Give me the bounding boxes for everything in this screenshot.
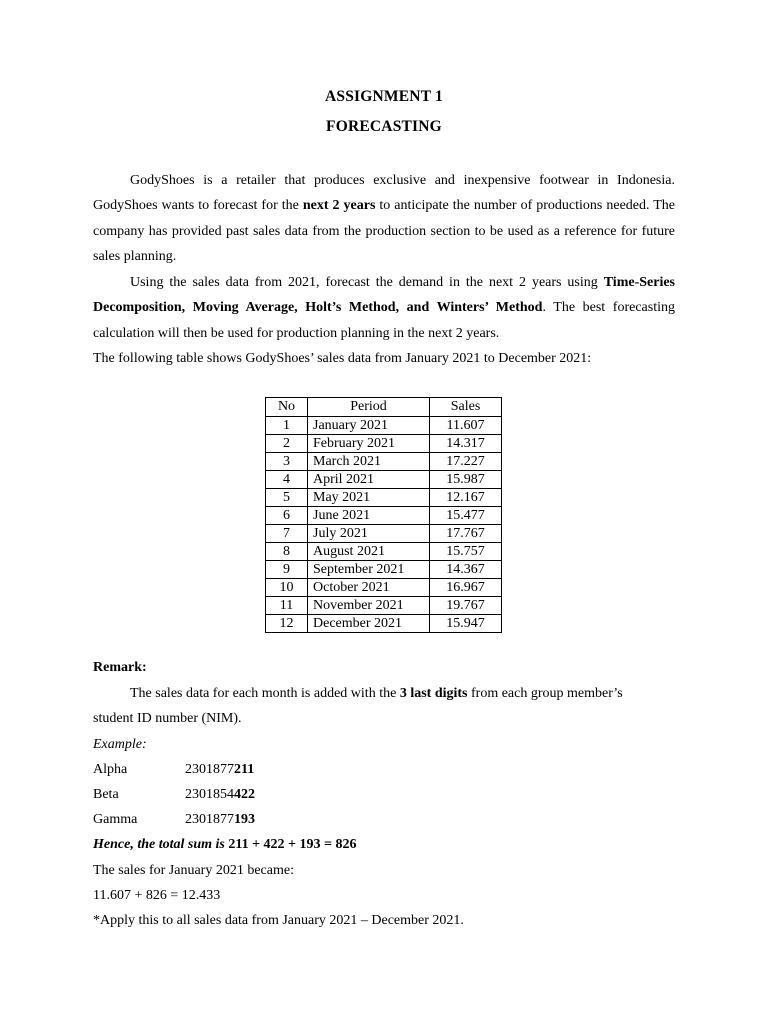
member-row xyxy=(93,787,293,803)
header-sales: Sales xyxy=(430,398,502,417)
january-result-line: The sales for January 2021 became: xyxy=(93,863,294,878)
table-row xyxy=(266,579,502,597)
cell-sales: 11.607 xyxy=(430,417,502,435)
cell-sales: 14.317 xyxy=(430,435,502,453)
cell-sales: 14.367 xyxy=(430,561,502,579)
cell-no: 7 xyxy=(266,525,308,543)
cell-no: 6 xyxy=(266,507,308,525)
intro-paragraph-1: GodyShoes is a retailer that produces exclusive and inexpensive footwear in Indonesia. GodyShoes wants to forecast for the next 2 years to anticipate the number of productions needed. The company has provided past sales data from the production section to be used as a reference for future sales planning. xyxy=(93,173,676,264)
cell-period: July 2021 xyxy=(308,525,430,543)
cell-no: 3 xyxy=(266,453,308,471)
table-row xyxy=(266,489,502,507)
cell-period: February 2021 xyxy=(308,435,430,453)
cell-no: 11 xyxy=(266,597,308,615)
table-row xyxy=(266,507,502,525)
table-row xyxy=(266,615,502,633)
table-row xyxy=(266,453,502,471)
cell-sales: 12.167 xyxy=(430,489,502,507)
member-row xyxy=(93,812,293,828)
header-period: Period xyxy=(308,398,430,417)
cell-no: 1 xyxy=(266,417,308,435)
table-header-row xyxy=(266,398,502,417)
example-label: Example: xyxy=(93,737,147,752)
cell-period: November 2021 xyxy=(308,597,430,615)
cell-period: April 2021 xyxy=(308,471,430,489)
assignment-subtitle: FORECASTING xyxy=(326,118,442,135)
intro-paragraph-3: The following table shows GodyShoes’ sales data from January 2021 to December 2021: xyxy=(93,351,592,366)
cell-no: 2 xyxy=(266,435,308,453)
table-row xyxy=(266,471,502,489)
cell-sales: 15.987 xyxy=(430,471,502,489)
total-sum-line: Hence, the total sum is 211 + 422 + 193 = 826 xyxy=(93,837,357,852)
member-nim: 2301877193 xyxy=(185,812,255,827)
remark-heading: Remark: xyxy=(93,660,147,675)
sales-table-body xyxy=(266,417,502,633)
cell-no: 9 xyxy=(266,561,308,579)
cell-sales: 15.947 xyxy=(430,615,502,633)
apply-note-line: *Apply this to all sales data from January 2021 – December 2021. xyxy=(93,913,464,928)
assignment-title: ASSIGNMENT 1 xyxy=(325,88,443,105)
table-row xyxy=(266,435,502,453)
cell-sales: 16.967 xyxy=(430,579,502,597)
member-nim: 2301854422 xyxy=(185,787,255,802)
cell-period: January 2021 xyxy=(308,417,430,435)
member-name: Gamma xyxy=(93,812,138,827)
emphasis-next-2-years: next 2 years xyxy=(302,198,376,214)
cell-no: 4 xyxy=(266,471,308,489)
cell-no: 12 xyxy=(266,615,308,633)
cell-no: 8 xyxy=(266,543,308,561)
member-name: Alpha xyxy=(93,762,128,777)
header-no: No xyxy=(266,398,308,417)
table-row xyxy=(266,417,502,435)
cell-sales: 15.757 xyxy=(430,543,502,561)
intro-paragraph-2: Using the sales data from 2021, forecast the demand in the next 2 years using Time-Series Decomposition, Moving Average, Holt’s Method, and Winters’ Method. The best forecasting calculation will then be used for production planning in the next 2 years. xyxy=(93,275,675,341)
emphasis-methods: Time-Series Decomposition, Moving Average, Holt’s Method, and Winters’ Method xyxy=(93,275,675,316)
cell-sales: 17.227 xyxy=(430,453,502,471)
remark-text-line-1: The sales data for each month is added with the 3 last digits from each group member’s xyxy=(130,686,623,701)
sales-table xyxy=(265,397,502,633)
cell-period: May 2021 xyxy=(308,489,430,507)
calculation-line: 11.607 + 826 = 12.433 xyxy=(93,888,221,903)
cell-period: June 2021 xyxy=(308,507,430,525)
cell-sales: 15.477 xyxy=(430,507,502,525)
table-row xyxy=(266,597,502,615)
table-row xyxy=(266,543,502,561)
cell-period: March 2021 xyxy=(308,453,430,471)
cell-period: December 2021 xyxy=(308,615,430,633)
cell-sales: 19.767 xyxy=(430,597,502,615)
cell-sales: 17.767 xyxy=(430,525,502,543)
member-nim: 2301877211 xyxy=(185,762,255,777)
emphasis-3-last-digits: 3 last digits xyxy=(399,686,468,701)
table-row xyxy=(266,525,502,543)
remark-text-line-2: student ID number (NIM). xyxy=(93,711,242,726)
member-row xyxy=(93,762,293,778)
cell-period: October 2021 xyxy=(308,579,430,597)
table-row xyxy=(266,561,502,579)
member-name: Beta xyxy=(93,787,119,802)
cell-no: 5 xyxy=(266,489,308,507)
cell-period: September 2021 xyxy=(308,561,430,579)
cell-period: August 2021 xyxy=(308,543,430,561)
cell-no: 10 xyxy=(266,579,308,597)
